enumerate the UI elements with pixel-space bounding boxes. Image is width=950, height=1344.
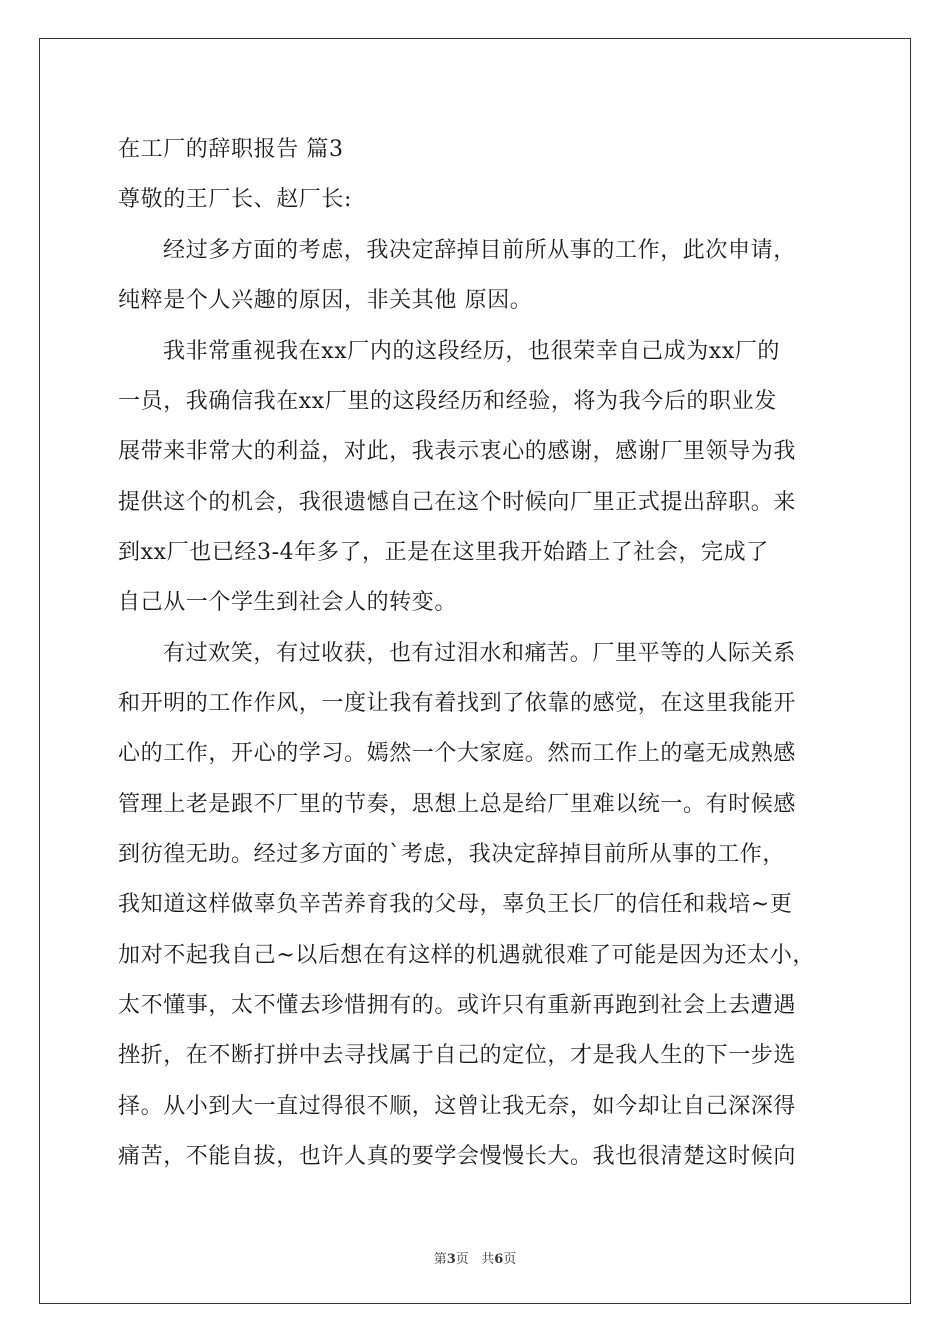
body-line: 管理上老是跟不厂里的节奏，思想上总是给厂里难以统一。有时候感	[118, 792, 797, 817]
current-page-number: 3	[446, 1252, 456, 1267]
body-line: 到彷徨无助。经过多方面的`考虑，我决定辞掉目前所从事的工作，	[118, 842, 786, 867]
page-footer	[0, 1248, 950, 1267]
body-line: 经过多方面的考虑，我决定辞掉目前所从事的工作，此次申请，	[163, 238, 796, 263]
footer-page-suffix: 页	[455, 1252, 469, 1267]
body-line: 和开明的工作作风，一度让我有着找到了依靠的感觉，在这里我能开	[118, 691, 797, 716]
body-line: 我知道这样做辜负辛苦养育我的父母，辜负王长厂的信任和栽培~更	[118, 892, 793, 917]
body-line: 提供这个的机会，我很遗憾自己在这个时候向厂里正式提出辞职。来	[118, 490, 797, 515]
footer-prefix: 第	[433, 1252, 447, 1267]
body-line: 纯粹是个人兴趣的原因，非关其他 原因。	[118, 288, 533, 313]
body-line: 挫折，在不断打拼中去寻找属于自己的定位，才是我人生的下一步选	[118, 1043, 797, 1068]
body-line: 一员，我确信我在xx厂里的这段经历和经验，将为我今后的职业发	[118, 389, 777, 414]
footer-total-prefix: 共	[481, 1252, 495, 1267]
body-line: 有过欢笑，有过收获，也有过泪水和痛苦。厂里平等的人际关系	[163, 641, 796, 666]
body-line: 心的工作，开心的学习。嫣然一个大家庭。然而工作上的毫无成熟感	[118, 741, 797, 766]
footer-total-suffix: 页	[503, 1252, 517, 1267]
body-line: 痛苦，不能自拔，也许人真的要学会慢慢长大。我也很清楚这时候向	[118, 1144, 797, 1169]
body-line: 到xx厂也已经3-4年多了，正是在这里我开始踏上了社会，完成了	[118, 540, 769, 565]
body-line: 我非常重视我在xx厂内的这段经历，也很荣幸自己成为xx厂的	[163, 339, 781, 364]
body-line: 加对不起我自己~以后想在有这样的机遇就很难了可能是因为还太小，	[118, 943, 816, 968]
body-line: 择。从小到大一直过得很不顺，这曾让我无奈，如今却让自己深深得	[118, 1094, 797, 1119]
document-title: 在工厂的辞职报告 篇3	[118, 137, 344, 162]
body-line: 自己从一个学生到社会人的转变。	[118, 590, 458, 615]
salutation: 尊敬的王厂长、赵厂长:	[118, 187, 353, 212]
total-pages-number: 6	[494, 1252, 504, 1267]
body-line: 展带来非常大的利益，对此，我表示衷心的感谢，感谢厂里领导为我	[118, 439, 797, 464]
body-line: 太不懂事，太不懂去珍惜拥有的。或许只有重新再跑到社会上去遭遇	[118, 993, 797, 1018]
